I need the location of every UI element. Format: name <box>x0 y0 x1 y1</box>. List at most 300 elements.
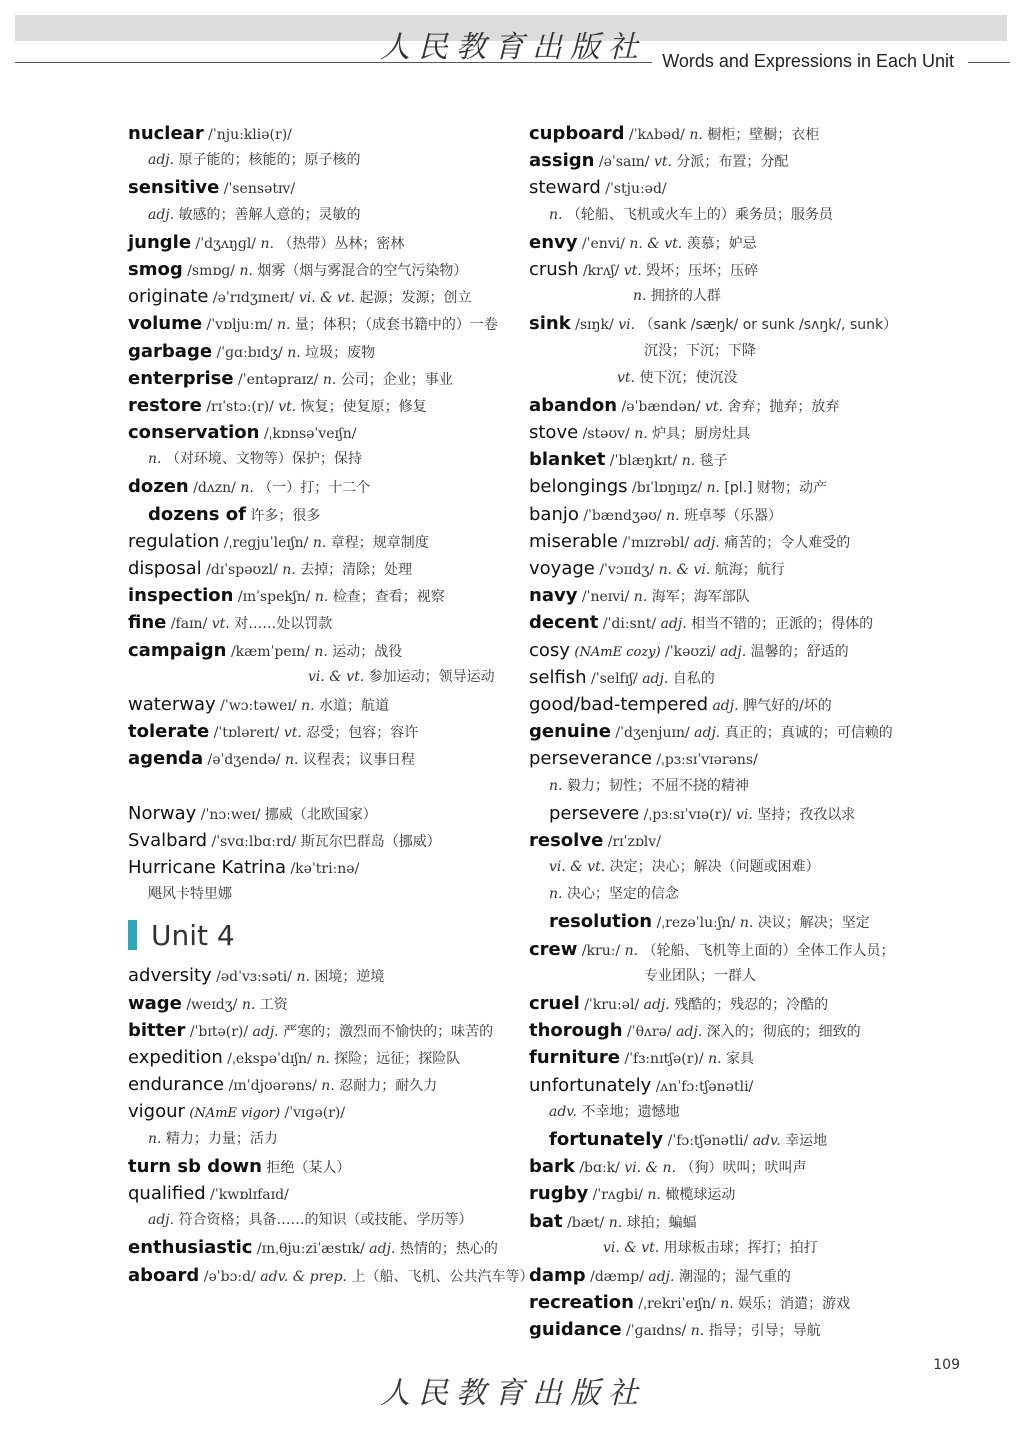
headword: cupboard <box>529 123 625 144</box>
vocab-entry <box>529 908 919 935</box>
vocab-entry <box>529 229 919 256</box>
phonetic: /ˈbændʒəʊ/ <box>583 507 662 524</box>
vocab-entry <box>529 800 919 827</box>
definition: 去掉；清除；处理 <box>300 562 413 578</box>
part-of-speech: n. <box>322 371 337 388</box>
part-of-speech: adj. <box>252 1023 279 1040</box>
definition: （轮船、飞机或火车上的）乘务员；服务员 <box>566 206 833 223</box>
definition-line <box>128 1207 508 1234</box>
definition-line <box>529 854 919 881</box>
spacer <box>128 773 508 800</box>
vocab-entry <box>128 528 508 555</box>
definition: 使下沉；使沉没 <box>639 369 738 386</box>
phonetic: /ˌekspəˈdɪʃn/ <box>227 1051 312 1067</box>
phonetic: /ˈsvɑːlbɑːrd/ <box>211 833 297 850</box>
part-of-speech: n. <box>608 1214 623 1231</box>
part-of-speech: adj. <box>693 534 720 551</box>
headword: inspection <box>128 585 234 607</box>
definition: 自私的 <box>672 670 715 687</box>
part-of-speech: n. <box>276 317 291 334</box>
definition: 羡慕；妒忌 <box>686 235 757 252</box>
headword: Svalbard <box>128 829 208 851</box>
headword: banjo <box>529 503 579 525</box>
vocab-entry <box>529 609 919 636</box>
definition: 痛苦的；令人难受的 <box>724 534 851 551</box>
definition: 班卓琴（乐器） <box>683 507 782 524</box>
part-of-speech: n. & vt. <box>629 235 683 252</box>
right-entry-list <box>529 120 919 1343</box>
vocab-entry <box>529 120 919 147</box>
definition: 坚持；孜孜以求 <box>757 806 856 823</box>
definition: 章程；规章制度 <box>330 534 429 551</box>
part-of-speech: adj. <box>676 1024 703 1041</box>
phonetic: /ˈkwɒlɪfaɪd/ <box>210 1186 289 1203</box>
part-of-speech: n. <box>314 643 328 660</box>
definition: 挪威（北欧国家） <box>264 806 377 823</box>
phonetic: /ˈvɔɪɪdʒ/ <box>599 562 655 578</box>
vocab-entry <box>128 745 508 772</box>
headword: turn sb down <box>128 1155 262 1177</box>
definition-line <box>128 664 508 691</box>
part-of-speech: n. <box>634 426 648 443</box>
definition: 决心；坚定的信念 <box>566 886 679 903</box>
definition-line <box>128 881 508 908</box>
spelling-variant: (NAmE vigor) <box>189 1106 281 1122</box>
definition-line <box>128 446 508 473</box>
unit-heading <box>128 908 508 962</box>
vocab-entry <box>529 1044 919 1071</box>
vocab-entry <box>128 718 508 745</box>
vocab-entry <box>128 582 508 609</box>
headword: endurance <box>128 1074 225 1096</box>
part-of-speech: n. <box>666 507 680 524</box>
part-of-speech: n. <box>690 1323 705 1340</box>
phonetic: /ˈrʌɡbi/ <box>592 1187 643 1204</box>
part-of-speech: n. <box>296 969 310 986</box>
definition: 垃圾；废物 <box>305 344 376 361</box>
definition-line <box>529 1235 919 1262</box>
vocab-entry <box>128 962 508 989</box>
vocab-entry <box>529 1017 919 1044</box>
headword: abandon <box>529 394 618 416</box>
part-of-speech: adj. <box>712 697 739 714</box>
part-of-speech: n. <box>633 288 647 305</box>
vocab-entry <box>128 990 508 1017</box>
definition: [pl.] 财物；动产 <box>724 480 828 497</box>
headword: aboard <box>128 1264 200 1286</box>
definition: 检查；查看；视察 <box>332 589 445 606</box>
part-of-speech: n. <box>633 589 648 606</box>
vocab-entry <box>128 174 508 201</box>
definition: 航海；航行 <box>714 562 785 578</box>
phonetic: /ˈvɒljuːm/ <box>206 317 273 334</box>
definition: （狗）吠叫；吠叫声 <box>680 1160 807 1177</box>
vocab-entry <box>529 446 919 473</box>
part-of-speech: n. <box>549 777 563 794</box>
phonetic: /ˈvɪɡə(r)/ <box>284 1105 346 1122</box>
vocab-entry <box>529 528 919 555</box>
vocab-entry <box>529 990 919 1017</box>
part-of-speech: vi. & vt. <box>308 668 365 685</box>
vocab-entry <box>529 1072 919 1099</box>
headword: campaign <box>128 639 227 661</box>
vocab-entry <box>128 310 508 337</box>
part-of-speech: n. <box>624 942 639 959</box>
headword: dozens of <box>148 503 246 525</box>
part-of-speech: adj. <box>148 152 175 169</box>
phonetic: /ˈselfɪʃ/ <box>591 670 638 687</box>
vocab-entry <box>529 1316 919 1343</box>
headword: sensitive <box>128 177 220 199</box>
phonetic: /ˈɡaɪdns/ <box>626 1323 687 1340</box>
definition: 符合资格；具备……的知识（或技能、学历等） <box>178 1212 473 1229</box>
vocab-entry <box>529 1180 919 1207</box>
headword: decent <box>529 612 599 634</box>
definition: 斯瓦尔巴群岛（挪威） <box>300 833 441 850</box>
headword: furniture <box>529 1047 621 1069</box>
unit-title: Unit 4 <box>151 918 235 952</box>
definition: 炉具；厨房灶具 <box>652 426 751 443</box>
phonetic: /əˈdʒendə/ <box>207 752 281 769</box>
headword: crush <box>529 258 579 280</box>
vocab-entry <box>529 936 919 963</box>
phonetic: /kruː/ <box>581 942 621 959</box>
definition-line <box>529 365 919 392</box>
vocab-entry <box>529 582 919 609</box>
definition: 热情的；热心的 <box>399 1241 498 1258</box>
headword: fortunately <box>549 1128 664 1150</box>
left-entry-list <box>128 120 508 908</box>
definition: 残酷的；残忍的；冷酷的 <box>674 997 829 1013</box>
vocab-entry <box>529 174 919 201</box>
phonetic: /dʌzn/ <box>193 480 236 497</box>
phonetic: /ˌkɒnsəˈveɪʃn/ <box>263 426 357 443</box>
headword: resolution <box>549 911 653 933</box>
definition: 量；体积；（成套书籍中的）一卷 <box>294 317 498 334</box>
definition: 温馨的；舒适的 <box>750 643 849 660</box>
part-of-speech: n. <box>282 562 296 578</box>
headword: good/bad-tempered <box>529 693 708 715</box>
headword: nuclear <box>128 123 204 144</box>
definition: 毁坏；压坏；压碎 <box>646 262 759 279</box>
headword: selfish <box>529 666 587 688</box>
headword: perseverance <box>529 748 652 770</box>
headword: bat <box>529 1210 563 1232</box>
phonetic: /ɪnˈspekʃn/ <box>237 589 311 606</box>
phonetic: /ˌreɡjuˈleɪʃn/ <box>223 534 309 551</box>
vocab-entry <box>128 1044 508 1071</box>
phonetic: /smɒɡ/ <box>187 262 236 279</box>
definition: 敏感的；善解人意的；灵敏的 <box>178 206 361 223</box>
part-of-speech: n. <box>316 1051 330 1067</box>
headword: crew <box>529 938 578 960</box>
part-of-speech: adv. & prep. <box>260 1268 348 1285</box>
vocab-entry <box>529 745 919 772</box>
definition-line <box>529 963 919 990</box>
phonetic: /ˈθʌrə/ <box>627 1024 672 1041</box>
part-of-speech: adv. <box>752 1132 781 1149</box>
definition-line <box>529 1099 919 1126</box>
phonetic: /ˈdʒenjuɪn/ <box>615 725 690 742</box>
definition: 拒绝（某人） <box>266 1159 351 1176</box>
headword: garbage <box>128 340 213 362</box>
headword: blanket <box>529 449 606 471</box>
part-of-speech: vi. <box>618 317 636 334</box>
vocab-entry <box>128 1153 508 1180</box>
headword: tolerate <box>128 721 210 743</box>
vocab-entry <box>529 1289 919 1316</box>
definition: 沉没；下沉；下降 <box>644 342 756 359</box>
definition: 毅力；韧性；不屈不挠的精神 <box>566 777 749 794</box>
phonetic: /ˈstjuːəd/ <box>605 181 667 198</box>
vocab-entry <box>529 501 919 528</box>
vocab-entry <box>128 1098 508 1125</box>
left-column <box>128 120 534 1289</box>
definition-line <box>128 202 508 229</box>
phonetic: /ˌpɜːsɪˈvɪərəns/ <box>656 752 758 769</box>
phonetic: /ˈenvi/ <box>581 235 625 252</box>
phonetic: /stəʊv/ <box>582 426 630 443</box>
phonetic: /ˈwɔːtəweɪ/ <box>220 697 297 714</box>
vocab-entry <box>128 338 508 365</box>
headword: Norway <box>128 802 197 824</box>
definition: 议程表；议事日程 <box>302 752 415 769</box>
part-of-speech: vt. <box>283 725 302 742</box>
definition-line <box>529 881 919 908</box>
headword: envy <box>529 231 578 253</box>
phonetic: /ˈnjuːkliə(r)/ <box>208 127 292 143</box>
vocab-entry <box>529 147 919 174</box>
vocab-entry <box>128 609 508 636</box>
definition: 忍受；包容；容许 <box>306 725 419 742</box>
phonetic: /ˈfɜːnɪtʃə(r)/ <box>624 1051 704 1068</box>
phonetic: /ədˈvɜːsəti/ <box>216 969 292 986</box>
definition: 娱乐；消遣；游戏 <box>738 1296 851 1313</box>
phonetic: /ˈkʌbəd/ <box>628 127 685 143</box>
phonetic: /krʌʃ/ <box>582 262 620 279</box>
vocab-entry <box>128 120 508 147</box>
vocab-entry <box>529 691 919 718</box>
headword: rugby <box>529 1183 589 1205</box>
part-of-speech: n. <box>706 480 720 497</box>
phonetic: /kæmˈpeɪn/ <box>230 643 310 660</box>
vocab-entry <box>128 800 508 827</box>
definition: 飓风卡特里娜 <box>148 886 232 903</box>
vocab-entry <box>128 501 508 528</box>
headword: unfortunately <box>529 1074 652 1096</box>
phonetic: /ˈtɒləreɪt/ <box>213 725 280 742</box>
vocab-entry <box>529 1153 919 1180</box>
unit4-entry-list <box>128 962 534 1288</box>
definition: 决议；解决；坚定 <box>757 915 870 932</box>
vocab-entry <box>128 283 508 310</box>
headword: bark <box>529 1156 575 1178</box>
phonetic: /ˈnɔːweɪ/ <box>200 806 261 823</box>
phonetic: /ˈdiːsnt/ <box>602 616 657 633</box>
definition: 起源；发源；创立 <box>359 290 472 307</box>
part-of-speech: n. <box>708 1051 722 1068</box>
phonetic: /weɪdʒ/ <box>186 996 238 1013</box>
right-column <box>529 120 919 1343</box>
headword: damp <box>529 1264 586 1286</box>
phonetic: /ɪnˈdjʊərəns/ <box>228 1078 317 1095</box>
phonetic: /ˌrekriˈeɪʃn/ <box>638 1296 716 1313</box>
definition: 原子能的；核能的；原子核的 <box>178 152 361 169</box>
definition: 海军；海军部队 <box>651 589 750 606</box>
definition: 忍耐力；耐久力 <box>339 1078 438 1095</box>
phonetic: /ˌpɜːsɪˈvɪə(r)/ <box>643 806 732 823</box>
definition: 指导；引导；导航 <box>708 1323 821 1340</box>
part-of-speech: adj. <box>148 1212 175 1229</box>
part-of-speech: adj. <box>642 670 669 687</box>
phonetic: /dɪˈspəʊzl/ <box>206 562 278 578</box>
definition-line <box>529 338 919 365</box>
definition: 脾气好的/坏的 <box>743 697 832 714</box>
definition: 专业团队；一群人 <box>644 967 756 984</box>
part-of-speech: vt. <box>653 154 672 171</box>
part-of-speech: n. <box>314 589 329 606</box>
phonetic: /əˈsaɪn/ <box>598 154 650 171</box>
vocab-entry <box>529 664 919 691</box>
headword: assign <box>529 150 595 172</box>
headword: jungle <box>128 231 192 253</box>
part-of-speech: vi. & vt. <box>298 290 355 307</box>
headword: smog <box>128 258 183 280</box>
headword: enthusiastic <box>128 1237 253 1259</box>
phonetic: /ɪnˌθjuːziˈæstɪk/ <box>256 1241 365 1258</box>
definition: 工资 <box>259 996 288 1013</box>
unit-accent-bar <box>128 920 137 950</box>
part-of-speech: vt. <box>617 369 635 386</box>
definition: 橄榄球运动 <box>665 1187 736 1204</box>
part-of-speech: n. <box>301 697 315 714</box>
vocab-entry <box>128 1234 508 1261</box>
publisher-logo-top: 人民教育出版社 <box>380 30 646 65</box>
part-of-speech: vi. <box>735 806 753 823</box>
vocab-entry <box>128 1017 508 1044</box>
phonetic: /əˈrɪdʒɪneɪt/ <box>212 290 295 307</box>
vocab-entry <box>128 637 508 664</box>
headword: persevere <box>549 802 640 824</box>
vocab-entry <box>128 555 508 582</box>
vocab-entry <box>128 473 508 500</box>
part-of-speech: n. <box>260 235 274 252</box>
headword: cruel <box>529 993 580 1014</box>
definition-line <box>529 202 919 229</box>
vocab-entry <box>529 1208 919 1235</box>
phonetic: /ˈbɪtə(r)/ <box>189 1023 249 1040</box>
page-number: 109 <box>933 1357 960 1373</box>
vocab-entry <box>128 1071 508 1098</box>
definition: 毯子 <box>699 453 728 470</box>
part-of-speech: n. <box>549 886 563 903</box>
definition: 拥挤的人群 <box>650 288 721 305</box>
headword: agenda <box>128 748 204 770</box>
vocab-entry <box>128 256 508 283</box>
headword: conservation <box>128 422 260 444</box>
definition-line <box>529 773 919 800</box>
vocab-entry <box>128 1180 508 1207</box>
vocab-entry <box>128 392 508 419</box>
definition: （对环境、文物等）保护；保持 <box>165 451 362 468</box>
definition: 决定；决心；解决（问题或困难） <box>609 859 820 876</box>
phonetic: /ˈneɪvi/ <box>581 589 630 606</box>
definition: 球拍；蝙蝠 <box>626 1214 697 1231</box>
phonetic: /ˌrezəˈluːʃn/ <box>656 915 736 932</box>
phonetic: /ˈfɔːtʃənətli/ <box>667 1132 749 1149</box>
vocab-entry <box>128 827 508 854</box>
part-of-speech: adj. <box>643 997 670 1013</box>
headword: qualified <box>128 1182 206 1204</box>
vocab-entry <box>529 419 919 446</box>
headword: navy <box>529 585 578 607</box>
phonetic: /əˈbɔːd/ <box>203 1268 256 1285</box>
part-of-speech: vi. & vt. <box>603 1239 660 1256</box>
vocab-entry <box>529 637 919 664</box>
definition: 潮湿的；湿气重的 <box>678 1268 791 1285</box>
vocab-entry <box>529 1262 919 1289</box>
definition: 精力；力量；活力 <box>165 1130 278 1147</box>
headword: genuine <box>529 721 611 743</box>
part-of-speech: n. <box>240 480 254 497</box>
headword: fine <box>128 612 167 634</box>
phonetic: /rɪˈzɒlv/ <box>607 833 661 850</box>
phonetic: /ˈdʒʌŋɡl/ <box>195 235 257 252</box>
headword: sink <box>529 313 571 335</box>
vocab-entry <box>128 365 508 392</box>
phonetic: /ˈentəpraɪz/ <box>238 371 319 388</box>
part-of-speech: vt. <box>704 398 723 415</box>
headword: originate <box>128 286 209 308</box>
part-of-speech: adj. <box>694 725 721 742</box>
definition: 相当不错的；正派的；得体的 <box>691 616 874 633</box>
vocab-entry <box>128 691 508 718</box>
headword: dozen <box>128 476 189 498</box>
definition: 不幸地；遗憾地 <box>581 1103 680 1120</box>
part-of-speech: n. <box>148 451 162 468</box>
phonetic: /ˈkəʊzi/ <box>665 643 716 660</box>
part-of-speech: vi. & vt. <box>549 859 606 876</box>
vocab-entry <box>529 473 919 500</box>
part-of-speech: n. <box>647 1187 661 1204</box>
definition: 严寒的；激烈而不愉快的；味苦的 <box>283 1023 494 1040</box>
part-of-speech: n. <box>312 534 327 551</box>
vocab-entry <box>529 256 919 283</box>
definition: （sank /sæŋk/ or sunk /sʌŋk/, sunk） <box>639 317 898 334</box>
headword: regulation <box>128 530 220 552</box>
headword: volume <box>128 313 203 335</box>
headword: steward <box>529 177 601 199</box>
phonetic: /ʌnˈfɔːtʃənətli/ <box>655 1078 754 1095</box>
definition: 对……处以罚款 <box>234 616 333 633</box>
phonetic: /bɑːk/ <box>579 1160 620 1177</box>
definition-line <box>529 283 919 310</box>
publisher-logo-bottom: 人民教育出版社 <box>380 1376 646 1411</box>
phonetic: /bæt/ <box>567 1214 605 1231</box>
headword: restore <box>128 394 202 416</box>
vocab-entry <box>128 854 508 881</box>
definition: 许多；很多 <box>250 507 321 524</box>
part-of-speech: adj. <box>648 1268 675 1285</box>
phonetic: /ˈblæŋkɪt/ <box>609 453 678 470</box>
definition: （热带）丛林；密林 <box>278 235 405 252</box>
definition: 分派；布置；分配 <box>676 154 789 171</box>
headword: recreation <box>529 1292 634 1314</box>
part-of-speech: adj. <box>720 643 747 660</box>
headword: miserable <box>529 530 618 552</box>
part-of-speech: n. <box>148 1130 162 1147</box>
definition: 上（船、飞机、公共汽车等） <box>351 1268 534 1285</box>
